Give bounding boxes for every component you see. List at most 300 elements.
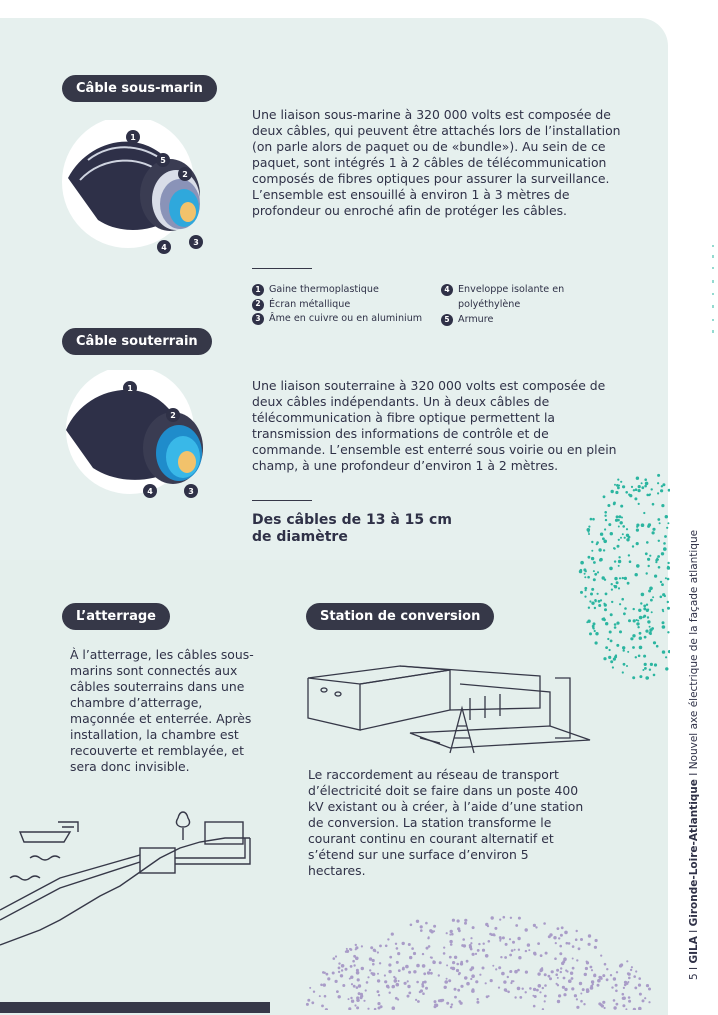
decorative-dot [619,577,621,579]
cable-legend-right [441,283,571,328]
separator: I [688,772,700,776]
decorative-dot [451,1003,453,1005]
decorative-dot [588,533,590,535]
decorative-dot [595,641,598,644]
decorative-dot [423,972,426,975]
decorative-dot [622,993,625,996]
decorative-dot [408,992,411,995]
decorative-dot [654,663,657,666]
decorative-dot [517,937,520,940]
decorative-dot [624,607,627,610]
decorative-dot [649,555,651,557]
decorative-dot [667,607,670,610]
decorative-dot [616,622,619,625]
decorative-dot [514,949,516,951]
decorative-dot [604,511,607,514]
decorative-dot [560,967,562,969]
decorative-dot [644,663,647,666]
decorative-dot [662,625,666,629]
decorative-dot [404,982,407,985]
decorative-dot [588,526,590,528]
decorative-dot [572,958,574,960]
decorative-dot [333,957,336,960]
decorative-dot [617,487,620,490]
decorative-dot [456,969,459,972]
decorative-dot [597,984,600,987]
decorative-dot [616,1003,619,1006]
decorative-dot [313,991,315,993]
decorative-dot [635,573,638,576]
decorative-dot [357,978,360,981]
decorative-dot [472,926,475,929]
legend-label: Armure [458,314,494,325]
decorative-dot [623,987,625,989]
decorative-dot [652,531,655,534]
decorative-dot [626,534,629,537]
decorative-dot [609,649,611,651]
decorative-dot [578,947,581,950]
decorative-dot [505,990,507,992]
decorative-dot [555,942,557,944]
decorative-dot [410,924,413,927]
decorative-dot [634,987,637,990]
decorative-dot [652,528,655,531]
decorative-dot [388,963,391,966]
decorative-dot [661,583,664,586]
decorative-dot [645,552,648,555]
decorative-dot [386,985,389,988]
decorative-dot [630,637,633,640]
decorative-dot [452,919,455,922]
decorative-dot [444,980,448,984]
decorative-dot [620,505,623,508]
decorative-dot [609,567,613,571]
decorative-dot [367,976,369,978]
decorative-dot [610,660,613,663]
decorative-dot [638,984,641,987]
decorative-dot [627,651,629,653]
decorative-dot [597,979,601,983]
decorative-dot [528,949,530,951]
decorative-dot [591,550,593,552]
decorative-dot [661,552,664,555]
decorative-dot [658,566,661,569]
decorative-dot [620,521,623,524]
decorative-dot [570,972,573,975]
decorative-dot [665,515,668,518]
decorative-dot [365,989,367,991]
decorative-dot [351,1000,354,1003]
decorative-dot [667,631,669,633]
decorative-dot [615,984,618,987]
decorative-dot [505,943,508,946]
decorative-dot [622,533,624,535]
decorative-dot [560,971,562,973]
decorative-dot [630,969,632,971]
decorative-dot [413,952,416,955]
decorative-dot [422,964,426,968]
decorative-dot [544,1000,546,1002]
decorative-dot [346,950,349,953]
decorative-dot [355,944,357,946]
decorative-dot [525,991,527,993]
decorative-dot [430,972,433,975]
decorative-dot [444,986,447,989]
decorative-dot [667,522,669,524]
decorative-dot [619,630,622,633]
decorative-dot [604,963,607,966]
decorative-dot [602,618,605,621]
decorative-dot [499,919,501,921]
decorative-dot [602,974,605,977]
cable-legend-left [252,283,432,327]
decorative-dot [542,987,544,989]
decorative-dot [595,632,598,635]
decorative-dot [349,978,351,980]
decorative-dot [641,593,645,597]
decorative-dot [527,943,530,946]
decorative-dot [554,957,557,960]
decorative-dot [504,956,507,959]
decorative-dot [615,654,617,656]
decorative-dot [415,999,417,1001]
decorative-dot [533,924,536,927]
decorative-dot [561,926,564,929]
decorative-dot [485,923,488,926]
decorative-dot [593,974,596,977]
decorative-dot [408,943,411,946]
decorative-dot [350,965,353,968]
decorative-dot [509,938,511,940]
decorative-dot [419,991,421,993]
decorative-dot [638,1007,642,1010]
decorative-dot [398,969,401,972]
decorative-dot [457,989,460,992]
decorative-dot [658,540,660,542]
decorative-dot [536,989,539,992]
decorative-dot [624,537,626,539]
decorative-dot [635,656,637,658]
decorative-dot [646,677,649,680]
decorative-dot [608,523,611,526]
decorative-dot [641,482,643,484]
decorative-dot [657,474,660,477]
decorative-dot [395,943,397,945]
decorative-dot [597,593,599,595]
decorative-dot [644,478,647,481]
legend-label: Écran métallique [269,298,351,310]
decorative-dot [593,561,596,564]
decorative-dot [634,497,637,500]
decorative-dot [644,485,647,488]
decorative-dot [613,503,616,506]
decorative-dot [604,1007,606,1009]
decorative-dot [617,479,619,481]
decorative-dot [571,987,574,990]
decorative-dot [652,596,654,598]
decorative-dot [591,557,594,560]
decorative-dot [356,996,359,999]
decorative-dot [594,946,597,949]
decorative-dot [580,938,583,941]
decorative-dot [666,527,668,529]
decorative-dot [450,943,453,946]
decorative-dot [367,1008,369,1010]
decorative-dot [628,619,631,622]
decorative-dot [588,934,591,937]
decorative-dot [638,489,641,492]
decorative-dot [595,600,597,602]
decorative-dot [500,956,502,958]
decorative-dot [563,977,566,980]
decorative-dot [470,948,473,951]
legend-number: 3 [252,313,264,325]
decorative-dot [635,488,638,491]
decorative-dot [667,578,670,581]
decorative-dot [629,560,632,563]
decorative-dot [636,524,639,527]
decorative-dot [631,486,633,488]
decorative-dot [648,988,651,991]
decorative-dot [377,951,379,953]
decorative-dot [615,990,618,993]
decorative-dot [464,919,467,922]
decorative-dot [525,950,527,952]
decorative-dot [338,962,340,964]
decorative-dot [351,983,353,985]
decorative-dot [398,980,400,982]
decorative-dot [428,945,431,948]
decorative-dot [647,616,649,618]
decorative-dot [332,972,335,975]
decorative-dot [586,961,589,964]
decorative-dot [611,601,613,603]
decorative-dot [354,1004,356,1006]
decorative-dot [341,969,343,971]
decorative-dot [456,963,459,966]
decorative-dot [407,985,410,988]
decorative-dot [397,952,400,955]
decorative-dot [446,978,448,980]
decorative-dot [429,969,431,971]
decorative-dot [618,515,621,518]
decorative-dot [335,980,338,983]
decorative-dot [641,523,645,527]
decorative-dot [598,1002,601,1005]
decorative-dot [591,980,594,983]
decorative-dot [645,482,649,486]
decorative-dot [590,966,593,969]
decorative-dot [614,626,617,629]
decorative-dot [510,982,512,984]
decorative-dot [639,616,643,620]
decorative-dot [475,953,477,955]
decorative-dot [657,555,660,558]
decorative-dot [613,977,616,980]
decorative-dot [605,519,607,521]
decorative-dot [660,489,663,492]
decorative-dot [592,518,595,521]
decorative-dot [360,993,363,996]
decorative-dot [574,994,577,997]
decorative-dot [393,976,395,978]
decorative-dot [639,675,642,678]
decorative-dot [518,956,521,959]
decorative-dot [616,515,619,518]
decorative-dot [388,970,391,973]
decorative-dot [599,558,602,561]
landing-description: À l’atterrage, les câbles sous-marins sont connectés aux câbles souterrains dans une chambre d’atterrage, maçonnée et enterrée. Après installation, la chambre est recouverte et remblayée, et sera donc invisible. [70,647,254,774]
decorative-dot [564,931,568,935]
decorative-dot [563,993,566,996]
decorative-dot [319,995,321,997]
decorative-dot [384,974,386,976]
callout-2: 2 [178,167,192,181]
decorative-dot [407,980,409,982]
decorative-dot [488,995,490,997]
decorative-dot [627,981,629,983]
decorative-dot [417,1000,420,1003]
decorative-dot [379,945,382,948]
decorative-dot [622,525,625,528]
decorative-dot [395,997,398,1000]
decorative-dot [628,494,630,496]
decorative-dot [627,582,630,585]
decorative-dot [649,587,653,591]
decorative-dot [638,655,641,658]
decorative-dot [589,632,592,635]
decorative-dot [651,488,653,490]
decorative-dot [643,605,646,608]
decorative-dot [454,988,457,991]
decorative-dot [582,988,585,991]
decorative-dot [622,646,625,649]
decorative-dot [636,619,638,621]
decorative-dot [647,558,650,561]
decorative-dot [377,979,380,982]
decorative-dot [613,547,615,549]
decorative-dot [490,979,493,982]
decorative-dot [617,545,620,548]
decorative-dot [623,612,626,615]
decorative-dot [646,984,649,987]
decorative-dot [370,946,373,949]
decorative-dot [568,942,571,945]
decorative-dot [537,942,540,945]
decorative-dot [623,649,625,651]
decorative-dot [553,936,556,939]
decorative-dot [321,1005,324,1008]
decorative-dot [611,986,613,988]
decorative-dot [377,973,379,975]
decorative-dot [433,960,435,962]
decorative-dot [449,956,452,959]
underground-description: Une liaison souterraine à 320 000 volts est composée de deux câbles indépendants. Un à deux câbles de télécommunication à fibre optique permettent la transmission des informations de contrôle et de commande. L’ensemble est enterré sous voirie ou en plein champ, à une profondeur d’environ 1 à 2 mètres. [252,378,617,473]
decorative-dot [306,1003,309,1006]
decorative-dot [576,930,578,932]
decorative-dot [472,988,475,991]
decorative-dot [361,967,364,970]
decorative-dot [392,986,395,989]
decorative-dot [385,945,388,948]
decorative-dot [598,548,601,551]
decorative-dot [586,990,589,993]
separator: I [688,929,700,933]
decorative-dot [636,542,639,545]
decorative-dot [646,541,649,544]
decorative-dot [648,523,651,526]
decorative-dot [373,949,376,952]
decorative-dot [663,547,667,551]
decorative-dot [587,576,590,579]
decorative-dot [537,972,540,975]
legend-item [441,313,571,328]
decorative-dot [476,1001,479,1004]
decorative-dot [416,964,420,968]
decorative-dot [533,1005,536,1008]
decorative-dot [345,968,348,971]
decorative-dot [656,645,659,648]
decorative-dot [603,495,606,498]
decorative-dot [607,504,610,507]
decorative-dot [605,646,608,649]
decorative-dot [422,992,425,995]
decorative-dot [618,560,621,563]
decorative-dot [517,969,520,972]
decorative-dot [518,917,521,920]
decorative-dot [479,974,481,976]
decorative-dot [638,977,641,980]
decorative-dot [342,984,345,987]
decorative-dot [642,999,645,1002]
decorative-dot [503,980,506,983]
decorative-dot [402,967,405,970]
decorative-dot [323,983,326,986]
callout-3: 3 [189,235,203,249]
decorative-dot [649,493,651,495]
decorative-dot [619,603,621,605]
decorative-dot [428,936,430,938]
decorative-dot [549,977,552,980]
legend-number: 5 [441,314,453,326]
decorative-dot [460,985,463,988]
decorative-dot [356,1006,359,1009]
decorative-dot [433,925,436,928]
decorative-dot [326,973,329,976]
decorative-dot [446,932,448,934]
separator: I [688,966,700,970]
document-subtitle: Nouvel axe électrique de la façade atlantique [688,529,700,770]
decorative-dot [586,621,588,623]
decorative-dot [499,940,501,942]
decorative-dot [409,956,412,959]
decorative-dot [544,973,547,976]
decorative-dot [338,971,340,973]
decorative-dot [590,518,593,521]
decorative-dot [618,565,620,567]
decorative-dot [591,969,593,971]
decorative-dot [631,966,633,968]
decorative-dot [589,600,591,602]
decorative-dot [626,528,628,530]
decorative-dot [637,626,639,628]
decorative-dot [478,943,480,945]
decorative-dot [482,949,485,952]
decorative-dot [625,1008,627,1010]
decorative-dot [638,485,641,488]
decorative-dot [452,961,455,964]
legend-label: Enveloppe isolante en polyéthylène [458,284,565,310]
